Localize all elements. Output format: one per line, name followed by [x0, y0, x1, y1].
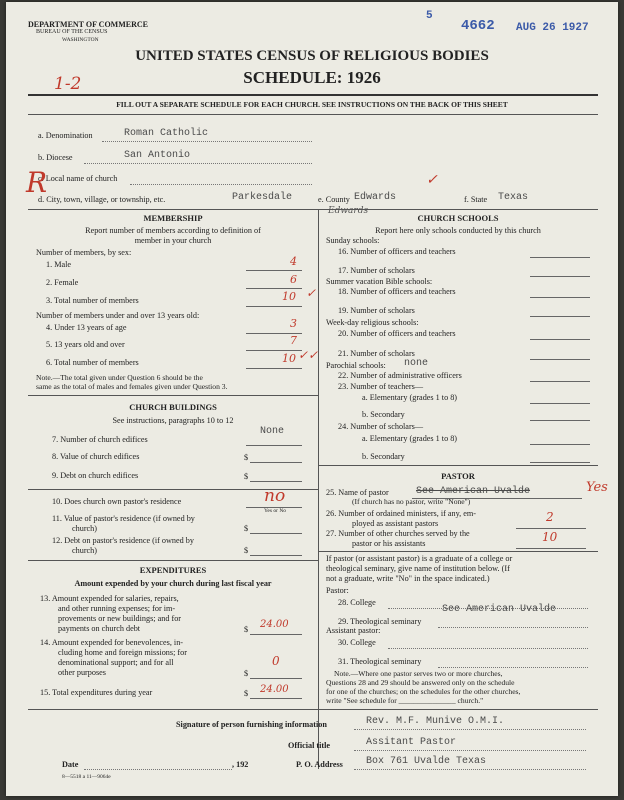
over-13-value: 7 — [290, 334, 297, 347]
expenditures-sub: Amount expended by your church during last fiscal year — [74, 579, 272, 588]
column-divider — [318, 209, 319, 769]
summer-schools-label: Summer vacation Bible schools: — [326, 277, 433, 286]
pastor-seminary-label: 29. Theological seminary — [338, 617, 422, 626]
pastor-note-4: write "See schedule for _______________ church." — [326, 696, 484, 705]
stamp-date: AUG 26 1927 — [516, 22, 589, 34]
yes-no-hint: Yes or No — [264, 508, 287, 514]
over-13-label: 5. 13 years old and over — [46, 340, 125, 349]
assistant-seminary-label: 31. Theological seminary — [338, 657, 422, 666]
edifices-value-label: 8. Value of church edifices — [52, 452, 140, 461]
checkmark-icon: ✓ — [306, 286, 317, 300]
weekday-teachers-label: 20. Number of officers and teachers — [338, 329, 456, 338]
membership-sub2: member in your church — [134, 236, 212, 245]
denomination-line — [102, 141, 312, 142]
date-year: , 192 — [232, 760, 249, 769]
form-number: 8—5518 a 11—9064e — [62, 774, 111, 780]
weekday-schools-label: Week-day religious schools: — [326, 318, 419, 327]
pastor-seminary-value: See American Uvalde — [442, 604, 557, 615]
footer-divider — [28, 709, 598, 710]
total-age-value: 10 — [282, 352, 296, 365]
local-name-line — [130, 184, 312, 185]
assistant-pastor-sublabel: Assistant pastor: — [326, 626, 381, 635]
running-expenses-label-2: and other running expenses; for im- — [58, 604, 176, 613]
stamp-mark: 5 — [426, 10, 433, 22]
residence-debt-label-1: 12. Debt on pastor's residence (if owned by — [52, 536, 194, 545]
benevolences-label-4: other purposes — [58, 668, 106, 677]
under-13-label: 4. Under 13 years of age — [46, 323, 127, 332]
diocese-line — [84, 163, 312, 164]
county-checkmark-icon: ✓ — [426, 172, 438, 188]
total-members-label: 3. Total number of members — [46, 296, 139, 305]
margin-r-mark: R — [26, 166, 48, 199]
total-expenditures-value: 24.00 — [260, 684, 289, 695]
county-value: Edwards — [354, 192, 397, 203]
parochial-schools-label: Parochial schools: — [326, 361, 386, 370]
secondary-scholars-label: b. Secondary — [362, 452, 405, 461]
sunday-schools-label: Sunday schools: — [326, 236, 380, 245]
male-value: 4 — [290, 255, 297, 268]
instruction-line: FILL OUT A SEPARATE SCHEDULE FOR EACH CHURCH. SEE INSTRUCTIONS ON THE BACK OF THIS SHEET — [116, 100, 508, 109]
residence-value-label-2: church) — [72, 524, 98, 533]
graduate-note-2: theological seminary, give name of institution below. (If — [326, 564, 510, 573]
by-sex-label: Number of members, by sex: — [36, 248, 132, 257]
city-label: WASHINGTON — [62, 37, 99, 43]
total-age-label: 6. Total number of members — [46, 358, 139, 367]
pastor-name-label: 25. Name of pastor — [326, 488, 389, 497]
assistant-college-label: 30. College — [338, 638, 376, 647]
summer-teachers-label: 18. Number of officers and teachers — [338, 287, 456, 296]
pastor-name-value: See American Uvalde — [416, 486, 531, 497]
checkmark-icon: ✓✓ — [298, 348, 319, 362]
weekday-scholars-label: 21. Number of scholars — [338, 349, 415, 358]
scholars-label: 24. Number of scholars— — [338, 422, 424, 431]
assistant-ministers-label-1: 26. Number of ordained ministers, if any, em- — [326, 509, 476, 518]
department-label: DEPARTMENT OF COMMERCE — [28, 20, 149, 29]
census-schedule-page: DEPARTMENT OF COMMERCE BUREAU OF THE CENSUS WASHINGTON 5 4662 AUG 26 1927 UNITED STATES CENSUS OF RELIGIOUS BODIES SCHEDULE: 1926 1-2 FILL OUT A SEPARATE SCHEDULE FOR EACH CHURCH. SEE INSTRUCTIONS ON THE BACK OF THIS SHEET a. Denomination Roman Catholic b. Diocese San Antonio c. Local name of church R d. City, town, village, or township, etc. Parkesdale e. County Edwards ✓ f. State Texas MEMBERSHIP Report number of members according to definition of member in your church Number of members, by sex: 1. Male 4 2. Female 6 3. Total number of members 10 Number of members under and over 13 years old: 4. Under 13 years of age 3 5. 13 years old and over 7 6. Total number of members 10 Note.—The total given under Question 6 should be the same as the total of males and females given under Question 3. CHURCH BUILDINGS See instructions, paragraphs 10 to 12 None 7. Number of church edifices 8. Value of church edifices $ 9. Debt on church edifices $ 10. Does church own pastor's residence no Yes or No 11. Value of pastor's residence (if owned by church) $ 12. Debt on pastor's residence (if owned by church) $ EXPENDITURES Amount expended by your church during last fiscal year 13. Amount expended for salaries, repairs, and other running expenses; for im- provements or new buildings; and for payments on church debt $ 24.00 14. Amount expended for benevolences, in- cluding home and foreign missions; for denominational support; and for all other purposes $ 0 15. Total expenditures during year $ 24.00 Edwards CHURCH SCHOOLS Report here only schools conducted by this church Sunday schools: 16. Number of officers and teachers 17. Number of scholars Summer vacation Bible schools: 18. Number of officers and teachers 19. Number of scholars Week-day religious schools: 20. Number of officers and teachers 21. Number of scholars Parochial schools: none 22. Number of administrative officers 23. Number of teachers— a. Elementary (grades 1 to 8) b. Secondary 24. Number of scholars— a. Elementary (grades 1 to 8) b. Secondary PASTOR 25. Name of pastor (If church has no pastor, write "None") See American Uvalde Yes 26. Number of ordained ministers, if any, em- ployed as assistant pastors 2 27. Number of other churches served by the pastor or his assistants 10 If pastor (or assistant pastor) is a graduate of a college or theological seminary, give name of institution below. (If not a graduate, write "No" in the space indicated.) Pastor: 28. College 29. Theological seminary See American Uvalde Assistant pastor: 30. College 31. Theological seminary Note.—Where one pastor serves two or more churches, Questions 28 and 29 should be answered only on the schedule for one of the churches; on the schedules for the other churches, write "See schedule for _______________ church." Signature of person furnishing information Rev. M.F. Munive O.M.I. Official title Assitant Pastor Date , 192 P. O. Address Box 761 Uvalde Texas 8—5518 a 11—9064e ✓ ✓✓ — [6, 2, 618, 796]
teachers-label: 23. Number of teachers— — [338, 382, 424, 391]
running-expenses-label-1: 13. Amount expended for salaries, repairs, — [40, 594, 179, 603]
denomination-value: Roman Catholic — [124, 128, 209, 139]
schools-heading: CHURCH SCHOOLS — [417, 213, 499, 223]
under-over-label: Number of members under and over 13 years old: — [36, 311, 200, 320]
pastor-name-annotation: Yes — [586, 480, 608, 495]
fields-divider — [28, 209, 598, 210]
membership-heading: MEMBERSHIP — [143, 213, 203, 223]
form-title: UNITED STATES CENSUS OF RELIGIOUS BODIES — [135, 48, 489, 64]
sunday-teachers-label: 16. Number of officers and teachers — [338, 247, 456, 256]
female-value: 6 — [290, 273, 297, 286]
diocese-label: b. Diocese — [38, 153, 73, 162]
assistant-ministers-label-2: ployed as assistant pastors — [352, 519, 439, 528]
benevolences-label-2: cluding home and foreign missions; for — [58, 648, 187, 657]
city-field-value: Parkesdale — [232, 192, 293, 203]
official-title-label: Official title — [288, 741, 331, 750]
bureau-label: BUREAU OF THE CENSUS — [36, 29, 108, 35]
graduate-note-1: If pastor (or assistant pastor) is a graduate of a college or — [326, 554, 513, 563]
denomination-label: a. Denomination — [38, 131, 93, 140]
running-expenses-value: 24.00 — [260, 619, 289, 630]
schedule-title: SCHEDULE: 1926 — [243, 68, 381, 87]
official-title-value: Assitant Pastor — [366, 737, 457, 748]
pastor-college-label: 28. College — [338, 598, 376, 607]
elementary-teachers-label: a. Elementary (grades 1 to 8) — [362, 393, 458, 402]
city-field-label: d. City, town, village, or township, etc. — [38, 195, 166, 204]
residence-value-label-1: 11. Value of pastor's residence (if owned by — [52, 514, 195, 523]
edifices-count-label: 7. Number of church edifices — [52, 435, 148, 444]
parochial-schools-value: none — [404, 358, 429, 369]
benevolences-value: 0 — [272, 654, 280, 668]
other-churches-label-1: 27. Number of other churches served by the — [326, 529, 470, 538]
signature-value: Rev. M.F. Munive O.M.I. — [366, 716, 505, 727]
pastor-sublabel: Pastor: — [326, 586, 349, 595]
address-label: P. O. Address — [296, 760, 343, 769]
state-value: Texas — [498, 192, 529, 203]
date-label: Date — [62, 760, 79, 769]
under-13-value: 3 — [290, 317, 297, 330]
other-churches-label-2: pastor or his assistants — [352, 539, 426, 548]
other-churches-value: 10 — [542, 530, 558, 544]
membership-note-2: same as the total of males and females given under Question 3. — [36, 382, 228, 391]
header-divider — [28, 94, 598, 96]
signature-label: Signature of person furnishing information — [176, 720, 327, 729]
pastor-name-note: (If church has no pastor, write "None") — [352, 497, 471, 506]
admin-officers-label: 22. Number of administrative officers — [338, 371, 462, 380]
graduate-note-3: not a graduate, write "No" in the space indicated.) — [326, 574, 490, 583]
schools-sub: Report here only schools conducted by this church — [375, 226, 541, 235]
instruction-divider — [28, 114, 598, 115]
stamp-number: 4662 — [461, 18, 495, 34]
running-expenses-label-4: payments on church debt — [58, 624, 141, 633]
benevolences-label-1: 14. Amount expended for benevolences, in- — [40, 638, 184, 647]
running-expenses-label-3: provements or new buildings; and for — [58, 614, 182, 623]
county-label: e. County — [318, 195, 350, 204]
residence-debt-label-2: church) — [72, 546, 98, 555]
pastor-note-1: Note.—Where one pastor serves two or more churches, — [334, 669, 503, 678]
county-note: Edwards — [328, 206, 369, 216]
pastor-note-3: for one of the churches; on the schedules for the other churches, — [326, 687, 521, 696]
diocese-value: San Antonio — [124, 150, 191, 161]
membership-sub1: Report number of members according to definition of — [85, 226, 261, 235]
pastor-note-2: Questions 28 and 29 should be answered only on the schedule — [326, 678, 515, 687]
secondary-teachers-label: b. Secondary — [362, 410, 405, 419]
male-label: 1. Male — [46, 260, 72, 269]
total-members-value: 10 — [282, 290, 296, 303]
female-label: 2. Female — [46, 278, 79, 287]
edifices-count-value: None — [260, 426, 285, 437]
benevolences-label-3: denominational support; and for all — [58, 658, 174, 667]
assistant-ministers-value: 2 — [546, 510, 554, 524]
state-label: f. State — [464, 195, 488, 204]
local-name-label: c. Local name of church — [38, 174, 118, 183]
sunday-scholars-label: 17. Number of scholars — [338, 266, 415, 275]
buildings-heading: CHURCH BUILDINGS — [129, 402, 217, 412]
pastor-heading: PASTOR — [441, 471, 475, 481]
owns-residence-label: 10. Does church own pastor's residence — [52, 497, 182, 506]
membership-note-1: Note.—The total given under Question 6 should be the — [36, 373, 203, 382]
buildings-sub: See instructions, paragraphs 10 to 12 — [112, 416, 234, 425]
total-expenditures-label: 15. Total expenditures during year — [40, 688, 153, 697]
address-value: Box 761 Uvalde Texas — [366, 756, 487, 767]
margin-number: 1-2 — [54, 74, 82, 94]
owns-residence-value: no — [264, 486, 286, 506]
summer-scholars-label: 19. Number of scholars — [338, 306, 415, 315]
elementary-scholars-label: a. Elementary (grades 1 to 8) — [362, 434, 458, 443]
expenditures-heading: EXPENDITURES — [139, 565, 207, 575]
edifices-debt-label: 9. Debt on church edifices — [52, 471, 139, 480]
